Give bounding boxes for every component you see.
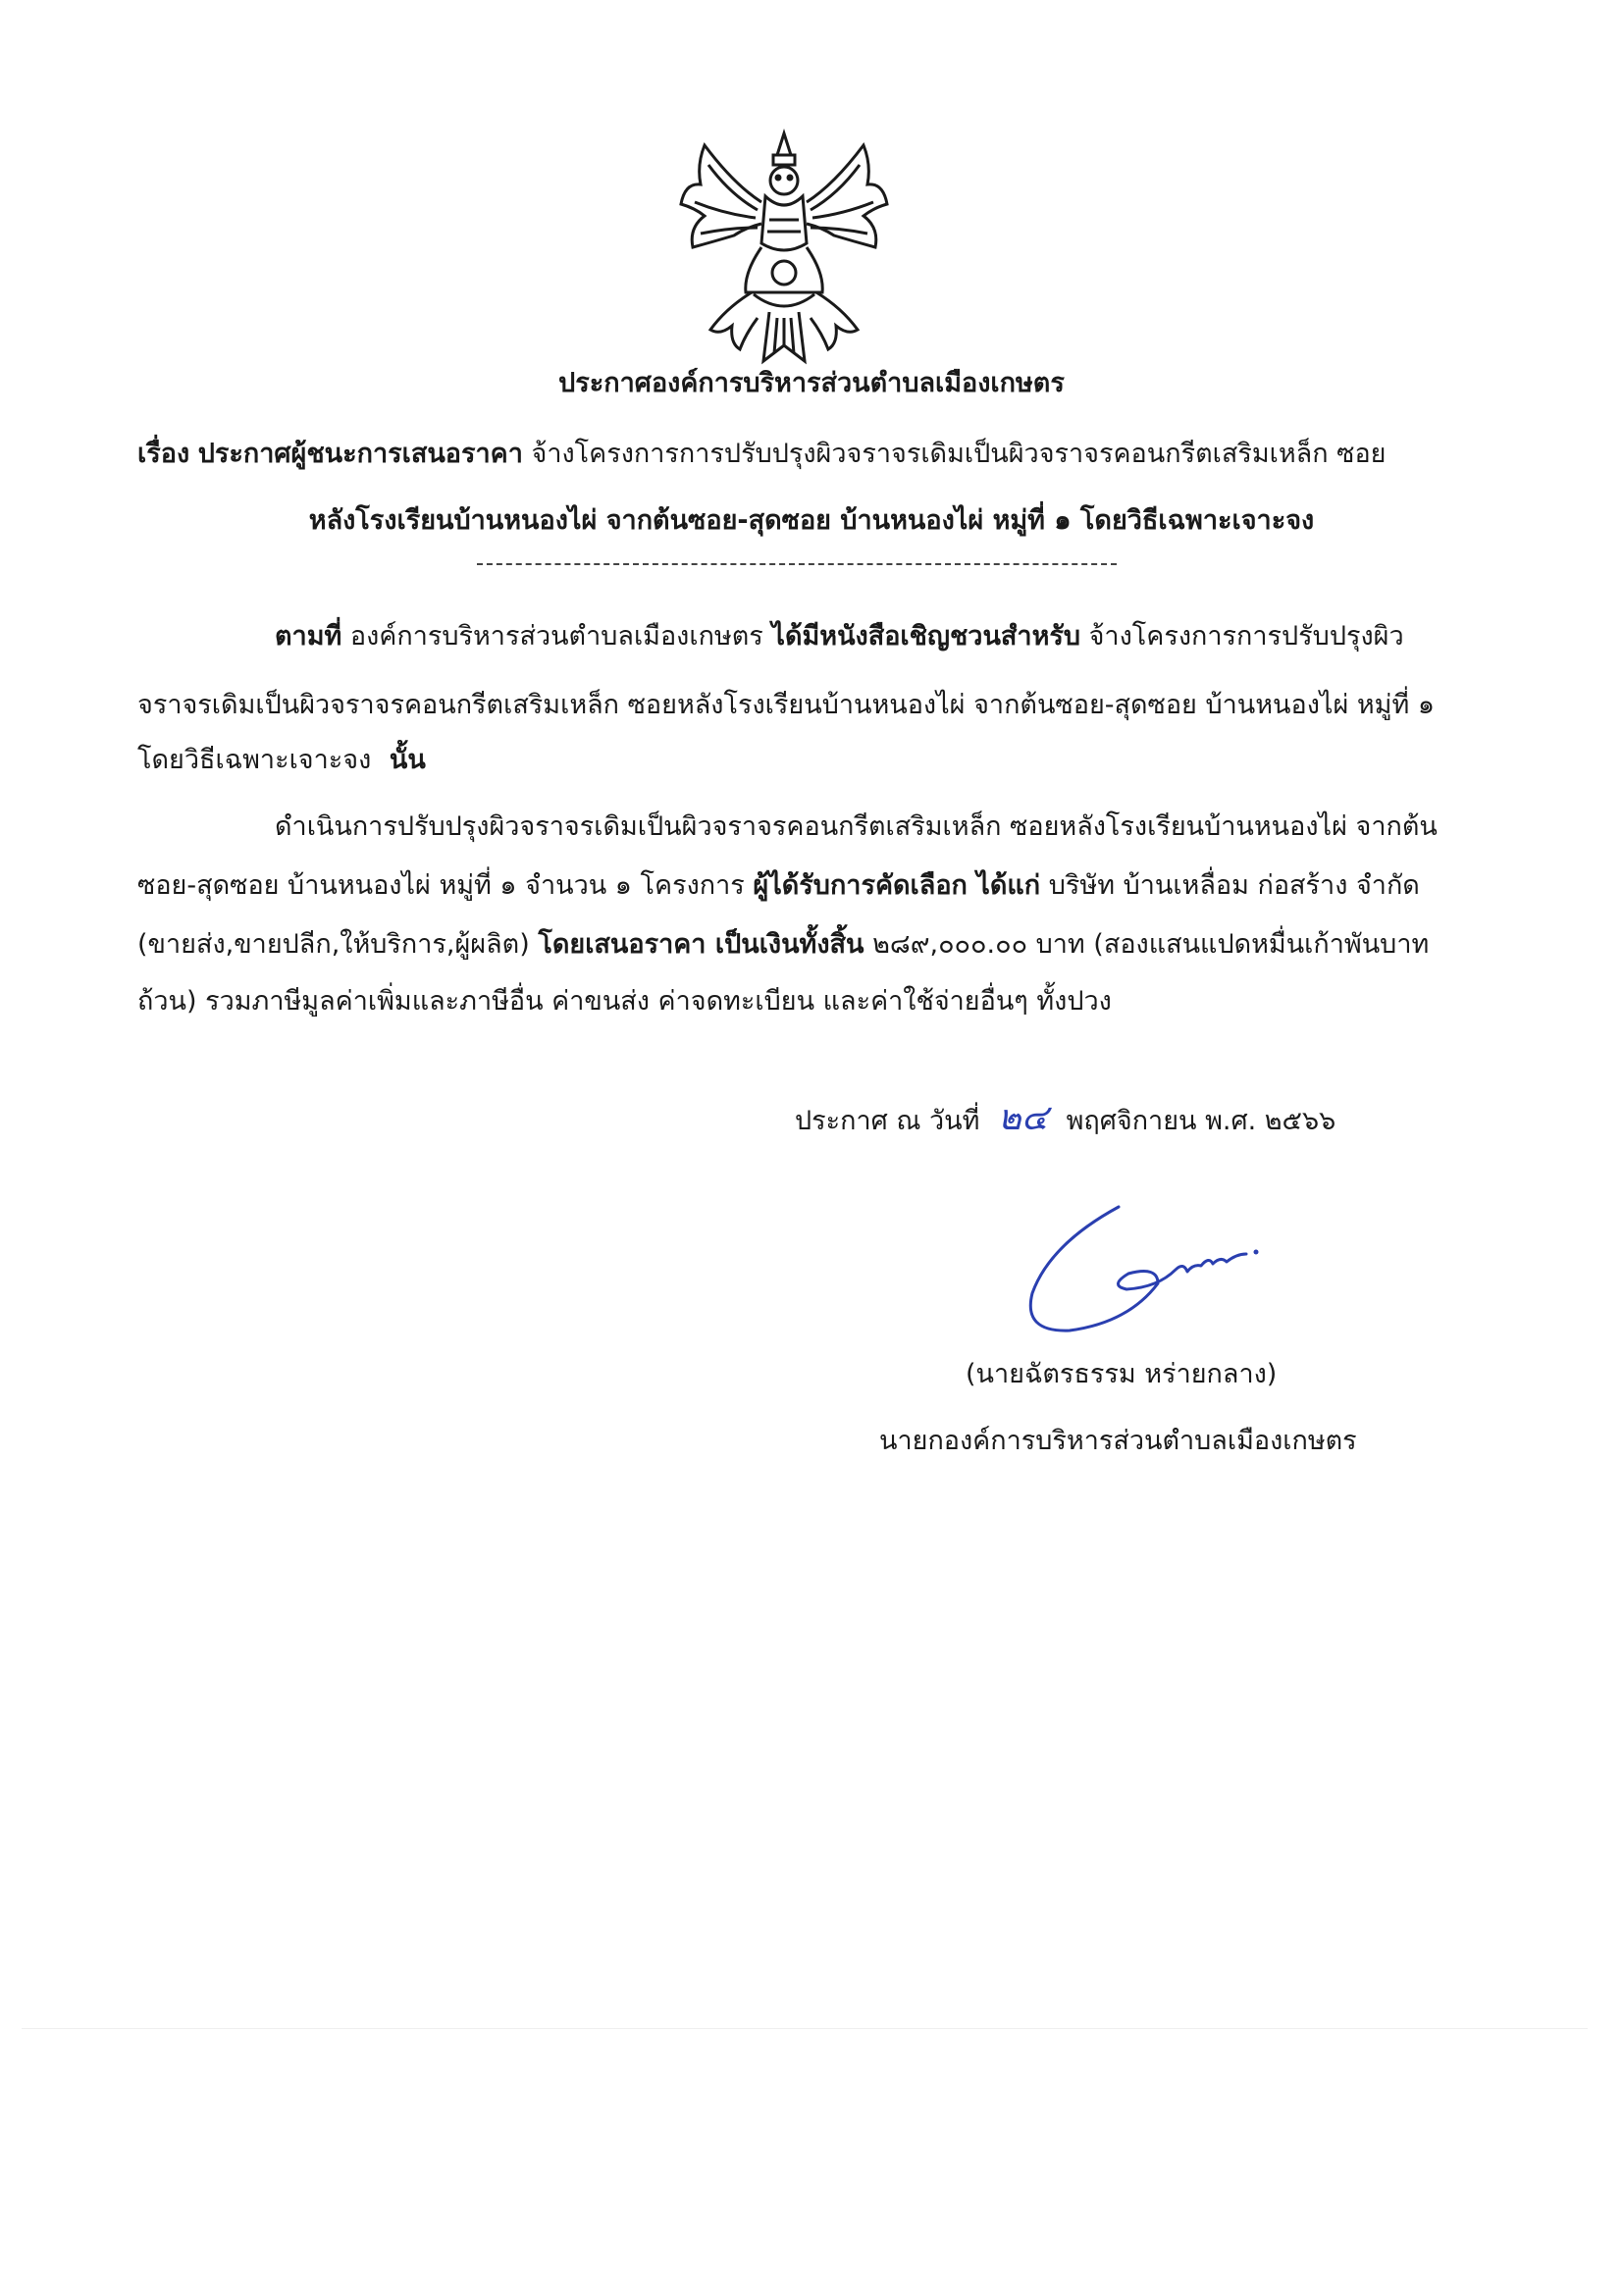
garuda-emblem-icon	[675, 126, 893, 367]
separator-rule	[477, 563, 1117, 565]
subject-text: จ้างโครงการการปรับปรุงผิวจราจรเดิมเป็นผิวจราจรคอนกรีตเสริมเหล็ก ซอย	[531, 439, 1387, 469]
para1-lead: ตามที่	[275, 621, 342, 652]
signatory-position: นายกองค์การบริหารส่วนตำบลเมืองเกษตร	[879, 1426, 1357, 1456]
para1-line-3	[137, 738, 426, 780]
announce-month-year: พฤศจิกายน พ.ศ. ๒๕๖๖	[1066, 1106, 1336, 1136]
subject-line-2: หลังโรงเรียนบ้านหนองไผ่ จากต้นซอย-สุดซอย บ้านหนองไผ่ หมู่ที่ ๑ โดยวิธีเฉพาะเจาะจง	[308, 505, 1315, 536]
handwritten-signature-icon	[1011, 1185, 1276, 1342]
para1-line-1	[275, 614, 1404, 656]
announce-day: ๒๔	[998, 1098, 1048, 1138]
scan-edge-line	[22, 2028, 1588, 2029]
para2-line3-c: ๒๘๙,๐๐๐.๐๐ บาท (สองแสนแปดหมื่นเก้าพันบาท	[872, 929, 1430, 960]
para2-line-1: ดำเนินการปรับปรุงผิวจราจรเดิมเป็นผิวจราจรคอนกรีตเสริมเหล็ก ซอยหลังโรงเรียนบ้านหนองไผ่ จากต้น	[275, 811, 1438, 842]
para2-line2-b: ผู้ได้รับการคัดเลือก ได้แก่	[753, 870, 1041, 901]
para1-line1-rest: จ้างโครงการการปรับปรุงผิว	[1088, 621, 1404, 652]
signatory-name: (นายฉัตรธรรม หร่ายกลาง)	[966, 1359, 1278, 1389]
para2-line3-b: โดยเสนอราคา เป็นเงินทั้งสิ้น	[538, 929, 864, 960]
subject-line-1	[137, 432, 1387, 474]
organization-title: ประกาศองค์การบริหารส่วนตำบลเมืองเกษตร	[558, 368, 1065, 398]
para1-org: องค์การบริหารส่วนตำบลเมืองเกษตร	[349, 621, 763, 652]
para2-line-2	[137, 863, 1420, 906]
announce-date-line	[795, 1089, 1335, 1145]
para2-line-3	[137, 922, 1429, 965]
para1-invite: ได้มีหนังสือเชิญชวนสำหรับ	[771, 621, 1081, 652]
para2-line2-a: ซอย-สุดซอย บ้านหนองไผ่ หมู่ที่ ๑ จำนวน ๑ โครงการ	[137, 870, 745, 901]
para2-line2-c: บริษัท บ้านเหลื่อม ก่อสร้าง จำกัด	[1048, 870, 1420, 901]
para2-line3-a: (ขายส่ง,ขายปลีก,ให้บริการ,ผู้ผลิต)	[137, 929, 530, 960]
para1-line-2: จราจรเดิมเป็นผิวจราจรคอนกรีตเสริมเหล็ก ซอยหลังโรงเรียนบ้านหนองไผ่ จากต้นซอย-สุดซอย บ้านหนองไผ่ หมู่ที่ ๑	[137, 690, 1435, 720]
subject-bold-text: ประกาศผู้ชนะการเสนอราคา	[197, 439, 523, 469]
para1-line3-end: นั้น	[389, 745, 426, 775]
para1-line3-text: โดยวิธีเฉพาะเจาะจง	[137, 745, 372, 775]
para2-line-4: ถ้วน) รวมภาษีมูลค่าเพิ่มและภาษีอื่น ค่าขนส่ง ค่าจดทะเบียน และค่าใช้จ่ายอื่นๆ ทั้งปวง	[137, 986, 1112, 1017]
announce-prefix: ประกาศ ณ วันที่	[795, 1106, 980, 1136]
subject-label: เรื่อง	[137, 439, 190, 469]
